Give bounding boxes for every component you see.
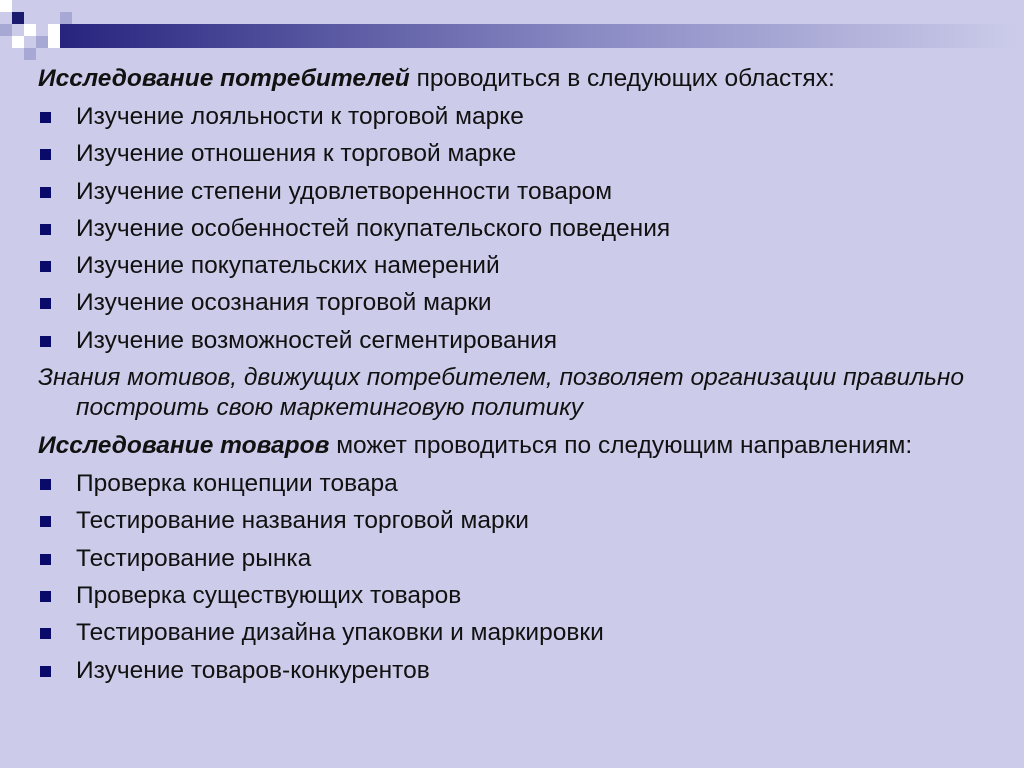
square-bullet-icon xyxy=(40,224,51,235)
list-item xyxy=(38,214,988,244)
list-item-text: Изучение осознания торговой марки xyxy=(76,289,492,317)
section-consumers-title: Исследование потребителей xyxy=(38,65,410,92)
square-bullet-icon xyxy=(40,666,51,677)
list-item-text: Проверка существующих товаров xyxy=(76,581,462,609)
product-research-list xyxy=(38,469,988,685)
header-squares-graphic xyxy=(0,0,1024,60)
square-bullet-icon xyxy=(40,336,51,347)
list-item xyxy=(38,288,988,318)
slide-content xyxy=(38,64,988,693)
list-item-text: Изучение покупательских намерений xyxy=(76,252,500,280)
list-item xyxy=(38,506,988,536)
list-item xyxy=(38,581,988,611)
motives-note: Знания мотивов, движущих потребителем, позволяет организации правильно построить свою маркетинговую политику xyxy=(38,364,965,422)
section-consumers-intro xyxy=(38,64,988,94)
list-item-text: Изучение особенностей покупательского поведения xyxy=(76,214,671,242)
list-item xyxy=(38,656,988,686)
square-bullet-icon xyxy=(40,516,51,527)
section-products-intro xyxy=(38,431,988,461)
list-item-text: Изучение степени удовлетворенности товаром xyxy=(76,177,613,205)
square-bullet-icon xyxy=(40,112,51,123)
list-item xyxy=(38,102,988,132)
list-item xyxy=(38,326,988,356)
list-item-text: Изучение отношения к торговой марке xyxy=(76,140,517,168)
list-item xyxy=(38,469,988,499)
list-item xyxy=(38,251,988,281)
list-item-text: Изучение возможностей сегментирования xyxy=(76,326,558,354)
list-item xyxy=(38,177,988,207)
list-item-text: Изучение лояльности к торговой марке xyxy=(76,103,524,130)
list-item xyxy=(38,618,988,648)
list-item-text: Тестирование рынка xyxy=(76,544,312,572)
square-bullet-icon xyxy=(40,298,51,309)
square-bullet-icon xyxy=(40,149,51,160)
square-bullet-icon xyxy=(40,479,51,490)
list-item-text: Проверка концепции товара xyxy=(76,470,398,498)
square-bullet-icon xyxy=(40,628,51,639)
square-bullet-icon xyxy=(40,591,51,602)
square-bullet-icon xyxy=(40,261,51,272)
consumer-research-list xyxy=(38,102,988,356)
section-consumers-intro-text: проводиться в следующих областях: xyxy=(409,65,835,92)
section-products-title: Исследование товаров xyxy=(38,432,330,460)
list-item xyxy=(38,139,988,169)
list-item-text: Тестирование дизайна упаковки и маркировки xyxy=(76,619,604,647)
list-item-text: Тестирование названия торговой марки xyxy=(76,507,529,535)
section-products-intro-text: может проводиться по следующим направлениям: xyxy=(329,432,913,460)
square-bullet-icon xyxy=(40,187,51,198)
list-item-text: Изучение товаров-конкурентов xyxy=(76,656,430,684)
list-item xyxy=(38,544,988,574)
square-bullet-icon xyxy=(40,554,51,565)
header-decoration xyxy=(0,0,1024,60)
